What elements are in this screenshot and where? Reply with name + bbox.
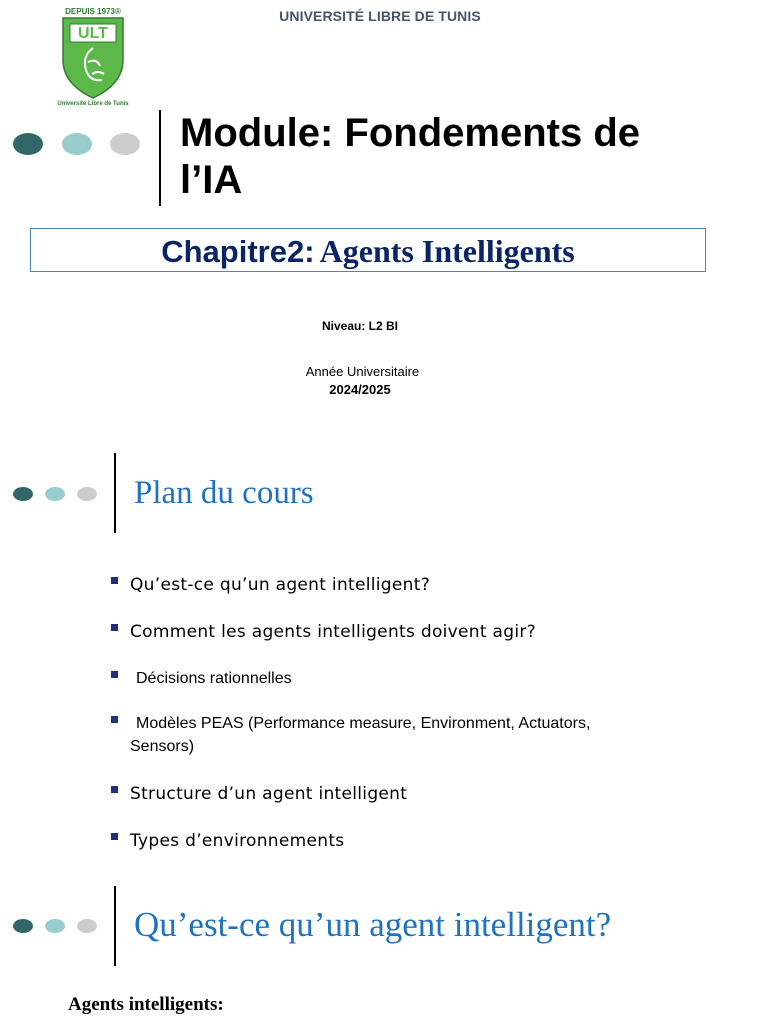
chapter-name: Agents Intelligents — [319, 233, 575, 269]
plan-item-text: Modèles PEAS (Performance measure, Environment, Actuators, Sensors) — [130, 715, 591, 755]
university-name: UNIVERSITÉ LIBRE DE TUNIS — [279, 8, 481, 24]
square-bullet-icon — [111, 671, 118, 678]
square-bullet-icon — [111, 833, 118, 840]
square-bullet-icon — [111, 716, 118, 723]
svg-text:Université Libre de Tunis: Université Libre de Tunis — [57, 101, 129, 107]
module-title: Module: Fondements de l’IA — [180, 111, 640, 202]
square-bullet-icon — [111, 624, 118, 631]
chapter-number: Chapitre2: — [161, 234, 315, 269]
svg-text:DEPUIS 1973®: DEPUIS 1973® — [65, 7, 121, 16]
plan-item-text: Comment les agents intelligents doivent agir? — [130, 622, 536, 642]
intro-title: Qu’est-ce qu’un agent intelligent? — [134, 905, 612, 944]
plan-divider — [114, 453, 116, 533]
plan-item-text: Structure d’un agent intelligent — [130, 784, 408, 804]
plan-item-text: Décisions rationnelles — [136, 670, 292, 687]
intro-subtitle: Agents intelligents: — [68, 994, 224, 1015]
annee-label: Année Universitaire — [305, 364, 420, 379]
square-bullet-icon — [111, 577, 118, 584]
plan-item-text: Qu’est-ce qu’un agent intelligent? — [130, 575, 431, 595]
intro-divider — [114, 886, 116, 966]
square-bullet-icon — [111, 786, 118, 793]
plan-item-text: Types d’environnements — [130, 831, 345, 851]
university-logo — [42, 4, 144, 108]
title-divider — [159, 110, 161, 206]
chapter-title-box — [30, 228, 706, 272]
svg-text:ULT: ULT — [78, 25, 108, 42]
niveau-label: Niveau: L2 BI — [321, 319, 399, 333]
plan-title: Plan du cours — [134, 475, 314, 511]
annee-value: 2024/2025 — [329, 382, 391, 397]
